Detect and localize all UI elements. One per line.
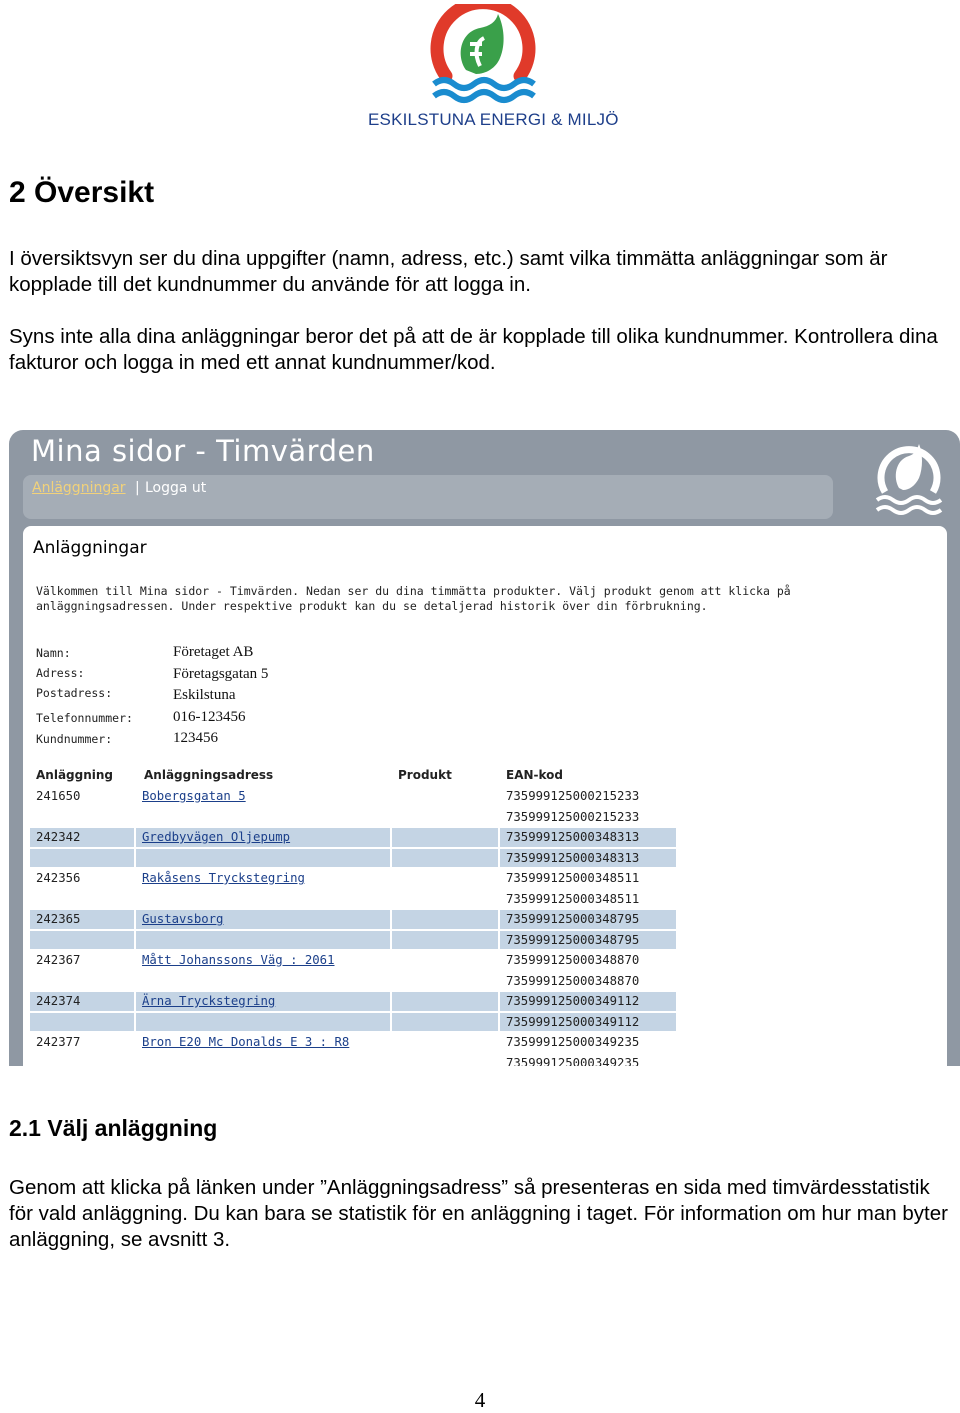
facility-address-link[interactable]: Gredbyvägen Oljepump <box>142 830 291 844</box>
panel-title: Anläggningar <box>33 538 147 558</box>
address-cell <box>136 931 390 950</box>
product-cell <box>392 910 498 929</box>
facility-address-link[interactable]: Mått Johanssons Väg : 2061 <box>142 953 335 967</box>
facility-id <box>30 849 134 868</box>
nav-bar <box>23 475 833 519</box>
table-row <box>30 889 676 910</box>
ean-code: 735999125000348511 <box>506 891 640 906</box>
ean-code: 735999125000348313 <box>500 828 676 847</box>
table-header <box>36 768 676 784</box>
facility-id <box>30 972 134 991</box>
nav-separator: | <box>135 480 140 496</box>
facility-address-link[interactable]: Bobergsgatan 5 <box>142 789 246 803</box>
address-cell <box>136 1054 390 1067</box>
facility-address-link[interactable]: Rakåsens Tryckstegring <box>142 871 305 885</box>
facility-id: 242367 <box>36 953 81 967</box>
product-cell <box>392 828 498 847</box>
product-cell <box>392 972 498 991</box>
ean-code: 735999125000349112 <box>500 1013 676 1032</box>
facility-id <box>30 890 134 909</box>
info-value-postal: Eskilstuna <box>173 687 236 703</box>
facility-id: 242377 <box>36 1035 81 1049</box>
intro-paragraph: I översiktsvyn ser du dina uppgifter (namn, adress, etc.) samt vilka timmätta anläggningar som är kopplade till det kundnummer du använde för att logga in. <box>9 247 888 296</box>
facility-id <box>30 808 134 827</box>
product-cell <box>392 1033 498 1052</box>
logo-text: ESKILSTUNA ENERGI & MILJÖ <box>368 110 619 129</box>
facility-id: 241650 <box>36 789 81 803</box>
address-cell <box>136 972 390 991</box>
info-value-address: Företagsgatan 5 <box>173 666 269 682</box>
table-row <box>30 807 676 828</box>
product-cell <box>392 931 498 950</box>
ean-code: 735999125000349235 <box>506 1035 640 1049</box>
address-cell <box>136 951 390 970</box>
column-header-facility: Anläggning <box>36 768 114 782</box>
product-cell <box>392 1013 498 1032</box>
address-cell <box>136 890 390 909</box>
nav-link-anlaggningar[interactable]: Anläggningar <box>32 480 126 496</box>
ean-code: 735999125000348313 <box>500 849 676 868</box>
section-heading: 2 Översikt <box>9 176 155 209</box>
address-cell <box>136 849 390 868</box>
info-label-name: Namn: <box>36 646 71 660</box>
ean-code: 735999125000215233 <box>506 809 640 824</box>
info-value-name: Företaget AB <box>173 644 254 660</box>
product-cell <box>392 992 498 1011</box>
product-cell <box>392 808 498 827</box>
table-row <box>30 950 676 971</box>
ean-code: 735999125000348795 <box>500 910 676 929</box>
table-row <box>30 971 676 992</box>
table-row <box>30 1012 676 1033</box>
info-label-address: Adress: <box>36 666 85 680</box>
mina-sidor-screenshot <box>9 430 960 1066</box>
company-logo <box>368 4 619 132</box>
product-cell <box>392 787 498 806</box>
emblem-icon <box>871 436 947 516</box>
address-cell <box>136 787 390 806</box>
table-row <box>30 1053 676 1067</box>
address-cell <box>136 910 390 929</box>
facility-address-link[interactable]: Ärna Tryckstegring <box>142 994 276 1008</box>
info-value-customer-number: 123456 <box>173 730 218 746</box>
facility-id <box>30 1013 134 1032</box>
address-cell <box>136 1033 390 1052</box>
table-row <box>30 868 676 889</box>
address-cell <box>136 992 390 1011</box>
ean-code: 735999125000349112 <box>500 992 676 1011</box>
info-label-phone: Telefonnummer: <box>36 711 133 725</box>
facility-id: 242365 <box>30 910 134 929</box>
site-title: Mina sidor - Timvärden <box>31 434 375 468</box>
ean-code: 735999125000348795 <box>500 931 676 950</box>
apple-wave-logo-icon <box>368 4 600 108</box>
nav-link-logga-ut[interactable]: Logga ut <box>145 480 207 496</box>
facility-address-link[interactable]: Bron E20 Mc Donalds E 3 : R8 <box>142 1035 350 1049</box>
table-row <box>30 991 676 1012</box>
table-row <box>30 909 676 930</box>
info-label-postal: Postadress: <box>36 686 113 700</box>
table-row <box>30 848 676 869</box>
address-cell <box>136 828 390 847</box>
address-cell <box>136 869 390 888</box>
column-header-address: Anläggningsadress <box>144 768 274 782</box>
facility-id <box>30 1054 134 1067</box>
facility-id: 242342 <box>30 828 134 847</box>
table-row <box>30 786 676 807</box>
column-header-ean: EAN-kod <box>506 768 563 782</box>
address-cell <box>136 808 390 827</box>
select-facility-paragraph: Genom att klicka på länken under ”Anläggningsadress” så presenteras en sida med timvärdesstatistik för vald anläggning. Du kan bara se statistik för en anläggning i taget. För information om hur man byter anläggning, se avsnitt 3. <box>9 1176 948 1251</box>
subsection-heading: 2.1 Välj anläggning <box>9 1115 218 1141</box>
table-row <box>30 827 676 848</box>
product-cell <box>392 890 498 909</box>
table-row <box>30 1032 676 1053</box>
note-paragraph: Syns inte alla dina anläggningar beror det på att de är kopplade till olika kundnummer. Kontrollera dina fakturor och logga in med ett annat kundnummer/kod. <box>9 325 938 374</box>
info-value-phone: 016-123456 <box>173 709 246 725</box>
ean-code: 735999125000348511 <box>506 871 640 885</box>
ean-code: 735999125000348870 <box>506 973 640 988</box>
table-row <box>30 930 676 951</box>
facility-id: 242374 <box>30 992 134 1011</box>
product-cell <box>392 849 498 868</box>
page-number: 4 <box>474 1388 486 1412</box>
product-cell <box>392 951 498 970</box>
facility-id <box>30 931 134 950</box>
facility-id: 242356 <box>36 871 81 885</box>
facility-address-link[interactable]: Gustavsborg <box>142 912 224 926</box>
product-cell <box>392 869 498 888</box>
info-label-customer-number: Kundnummer: <box>36 732 113 746</box>
ean-code: 735999125000349235 <box>506 1055 640 1066</box>
content-panel <box>23 526 947 1066</box>
ean-code: 735999125000348870 <box>506 953 640 967</box>
address-cell <box>136 1013 390 1032</box>
facility-table <box>30 786 676 1066</box>
ean-code: 735999125000215233 <box>506 789 640 803</box>
welcome-text: Välkommen till Mina sidor - Timvärden. Nedan ser du dina timmätta produkter. Välj produkt genom att klicka på anläggningsadressen. Under respektive produkt kan du se detaljerad historik över din förbrukning. <box>36 584 791 613</box>
column-header-product: Produkt <box>398 768 452 782</box>
product-cell <box>392 1054 498 1067</box>
